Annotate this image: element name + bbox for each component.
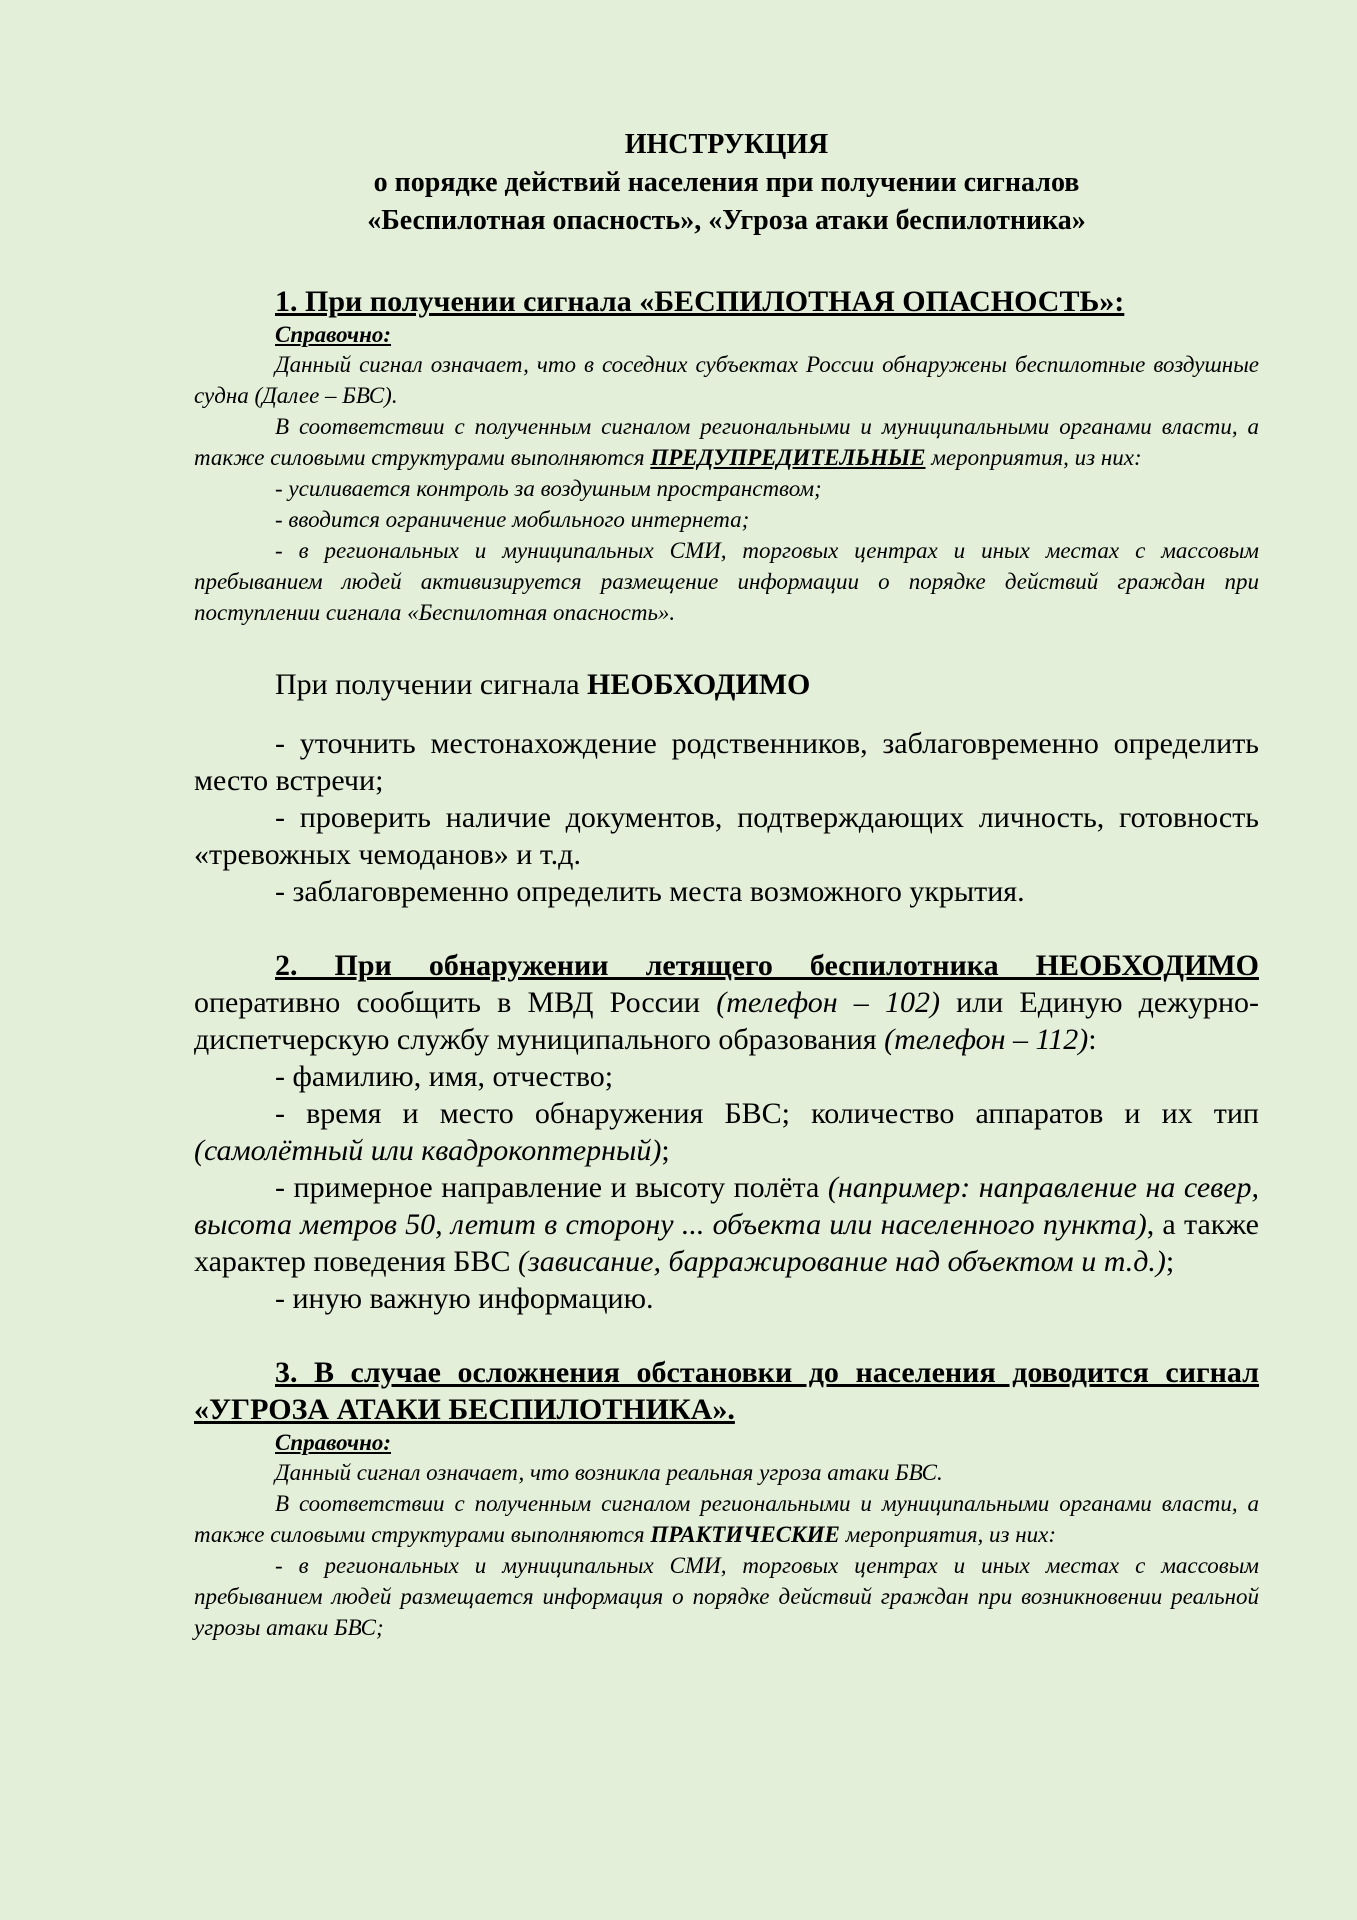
section-1-lead <box>194 666 1259 703</box>
document-body <box>194 126 1259 1643</box>
section-1-p2-end: мероприятия, из них: <box>925 445 1142 470</box>
section-3-p2-end: мероприятия, из них: <box>839 1522 1057 1547</box>
report-item-2-text: - время и место обнаружения БВС; количество аппаратов и их тип <box>275 1097 1259 1130</box>
section-1-paragraph-1: Данный сигнал означает, что в соседних субъектах России обнаружены беспилотные воздушные судна (Далее – БВС). <box>194 352 1259 408</box>
section-2-phone-102: (телефон – 102) <box>716 986 940 1019</box>
measure-item: - вводится ограничение мобильного интернета; <box>275 507 750 532</box>
title-line-3: «Беспилотная опасность», «Угроза атаки беспилотника» <box>367 205 1086 236</box>
report-item: - фамилию, имя, отчество; <box>275 1060 614 1093</box>
title-line-2: о порядке действий населения при получении сигналов <box>373 167 1080 198</box>
report-item: - иную важную информацию. <box>275 1282 654 1315</box>
section-3-heading: 3. В случае осложнения обстановки до населения доводится сигнал «УГРОЗА АТАКИ БЕСПИЛОТНИКА». <box>194 1356 1259 1426</box>
section-2-text-1: оперативно сообщить в МВД России <box>194 986 717 1019</box>
section-3-reference-label: Справочно: <box>275 1430 392 1455</box>
report-item <box>194 1095 1259 1169</box>
report-item-2-italic: (самолётный или квадрокоптерный) <box>194 1134 662 1167</box>
section-1-p2-start: В соответствии с полученным сигналом региональными и муниципальными органами власти, а также силовыми структурами выполняются <box>194 414 1259 470</box>
section-3-p2-bold: ПРАКТИЧЕСКИЕ <box>650 1522 840 1547</box>
document-title <box>194 126 1259 240</box>
section-2-heading: 2. При обнаружении летящего беспилотника НЕОБХОДИМО <box>275 949 1259 982</box>
section-1-lead-text: При получении сигнала <box>275 668 588 701</box>
report-item-3-mid: , а также характер поведения БВС <box>194 1208 1259 1278</box>
section-3-paragraph-1: Данный сигнал означает, что возникла реальная угроза атаки БВС. <box>275 1460 943 1485</box>
report-item-3-italic-2: (зависание, барражирование над объектом и т.д.) <box>518 1245 1166 1278</box>
title-line-1: ИНСТРУКЦИЯ <box>624 129 829 160</box>
section-1-lead-bold: НЕОБХОДИМО <box>587 668 811 701</box>
section-2-text-3: : <box>1088 1023 1097 1056</box>
measure-item: - в региональных и муниципальных СМИ, торговых центрах и иных местах с массовым пребыванием людей активизируется размещение информации о порядке действий граждан при поступлении сигнала «Беспилотная опасность». <box>194 538 1259 625</box>
report-item <box>194 1169 1259 1280</box>
action-item: - заблаговременно определить места возможного укрытия. <box>275 875 1025 908</box>
section-1-paragraph-2 <box>194 411 1259 473</box>
report-item-2-end: ; <box>661 1134 670 1167</box>
section-3-p2-start: В соответствии с полученным сигналом региональными и муниципальными органами власти, а также силовыми структурами выполняются <box>194 1491 1259 1547</box>
section-1-reference-label: Справочно: <box>275 322 392 347</box>
section-2-phone-112: (телефон – 112) <box>884 1023 1089 1056</box>
action-item: - уточнить местонахождение родственников, заблаговременно определить место встречи; <box>194 727 1259 797</box>
section-2-intro <box>194 947 1259 1058</box>
report-item-3-end: ; <box>1165 1245 1175 1278</box>
section-2-text-2: или Единую дежурно-диспетчерскую службу муниципального образования <box>194 986 1259 1056</box>
report-item-3-italic: (например: направление на север, высота метров 50, летит в сторону ... объекта или населенного пункта) <box>194 1171 1260 1241</box>
measure-item: - усиливается контроль за воздушным пространством; <box>275 476 822 501</box>
report-item-3-text: - примерное направление и высоту полёта <box>275 1171 828 1204</box>
section-3-paragraph-2 <box>194 1488 1259 1550</box>
section-1-heading: 1. При получении сигнала «БЕСПИЛОТНАЯ ОПАСНОСТЬ»: <box>275 285 1125 318</box>
section-1-p2-emphasis: ПРЕДУПРЕДИТЕЛЬНЫЕ <box>650 445 926 470</box>
action-item: - проверить наличие документов, подтверждающих личность, готовность «тревожных чемоданов» и т.д. <box>194 801 1259 871</box>
section-3-paragraph-3: - в региональных и муниципальных СМИ, торговых центрах и иных местах с массовым пребыванием людей размещается информация о порядке действий граждан при возникновении реальной угрозы атаки БВС; <box>194 1553 1259 1640</box>
